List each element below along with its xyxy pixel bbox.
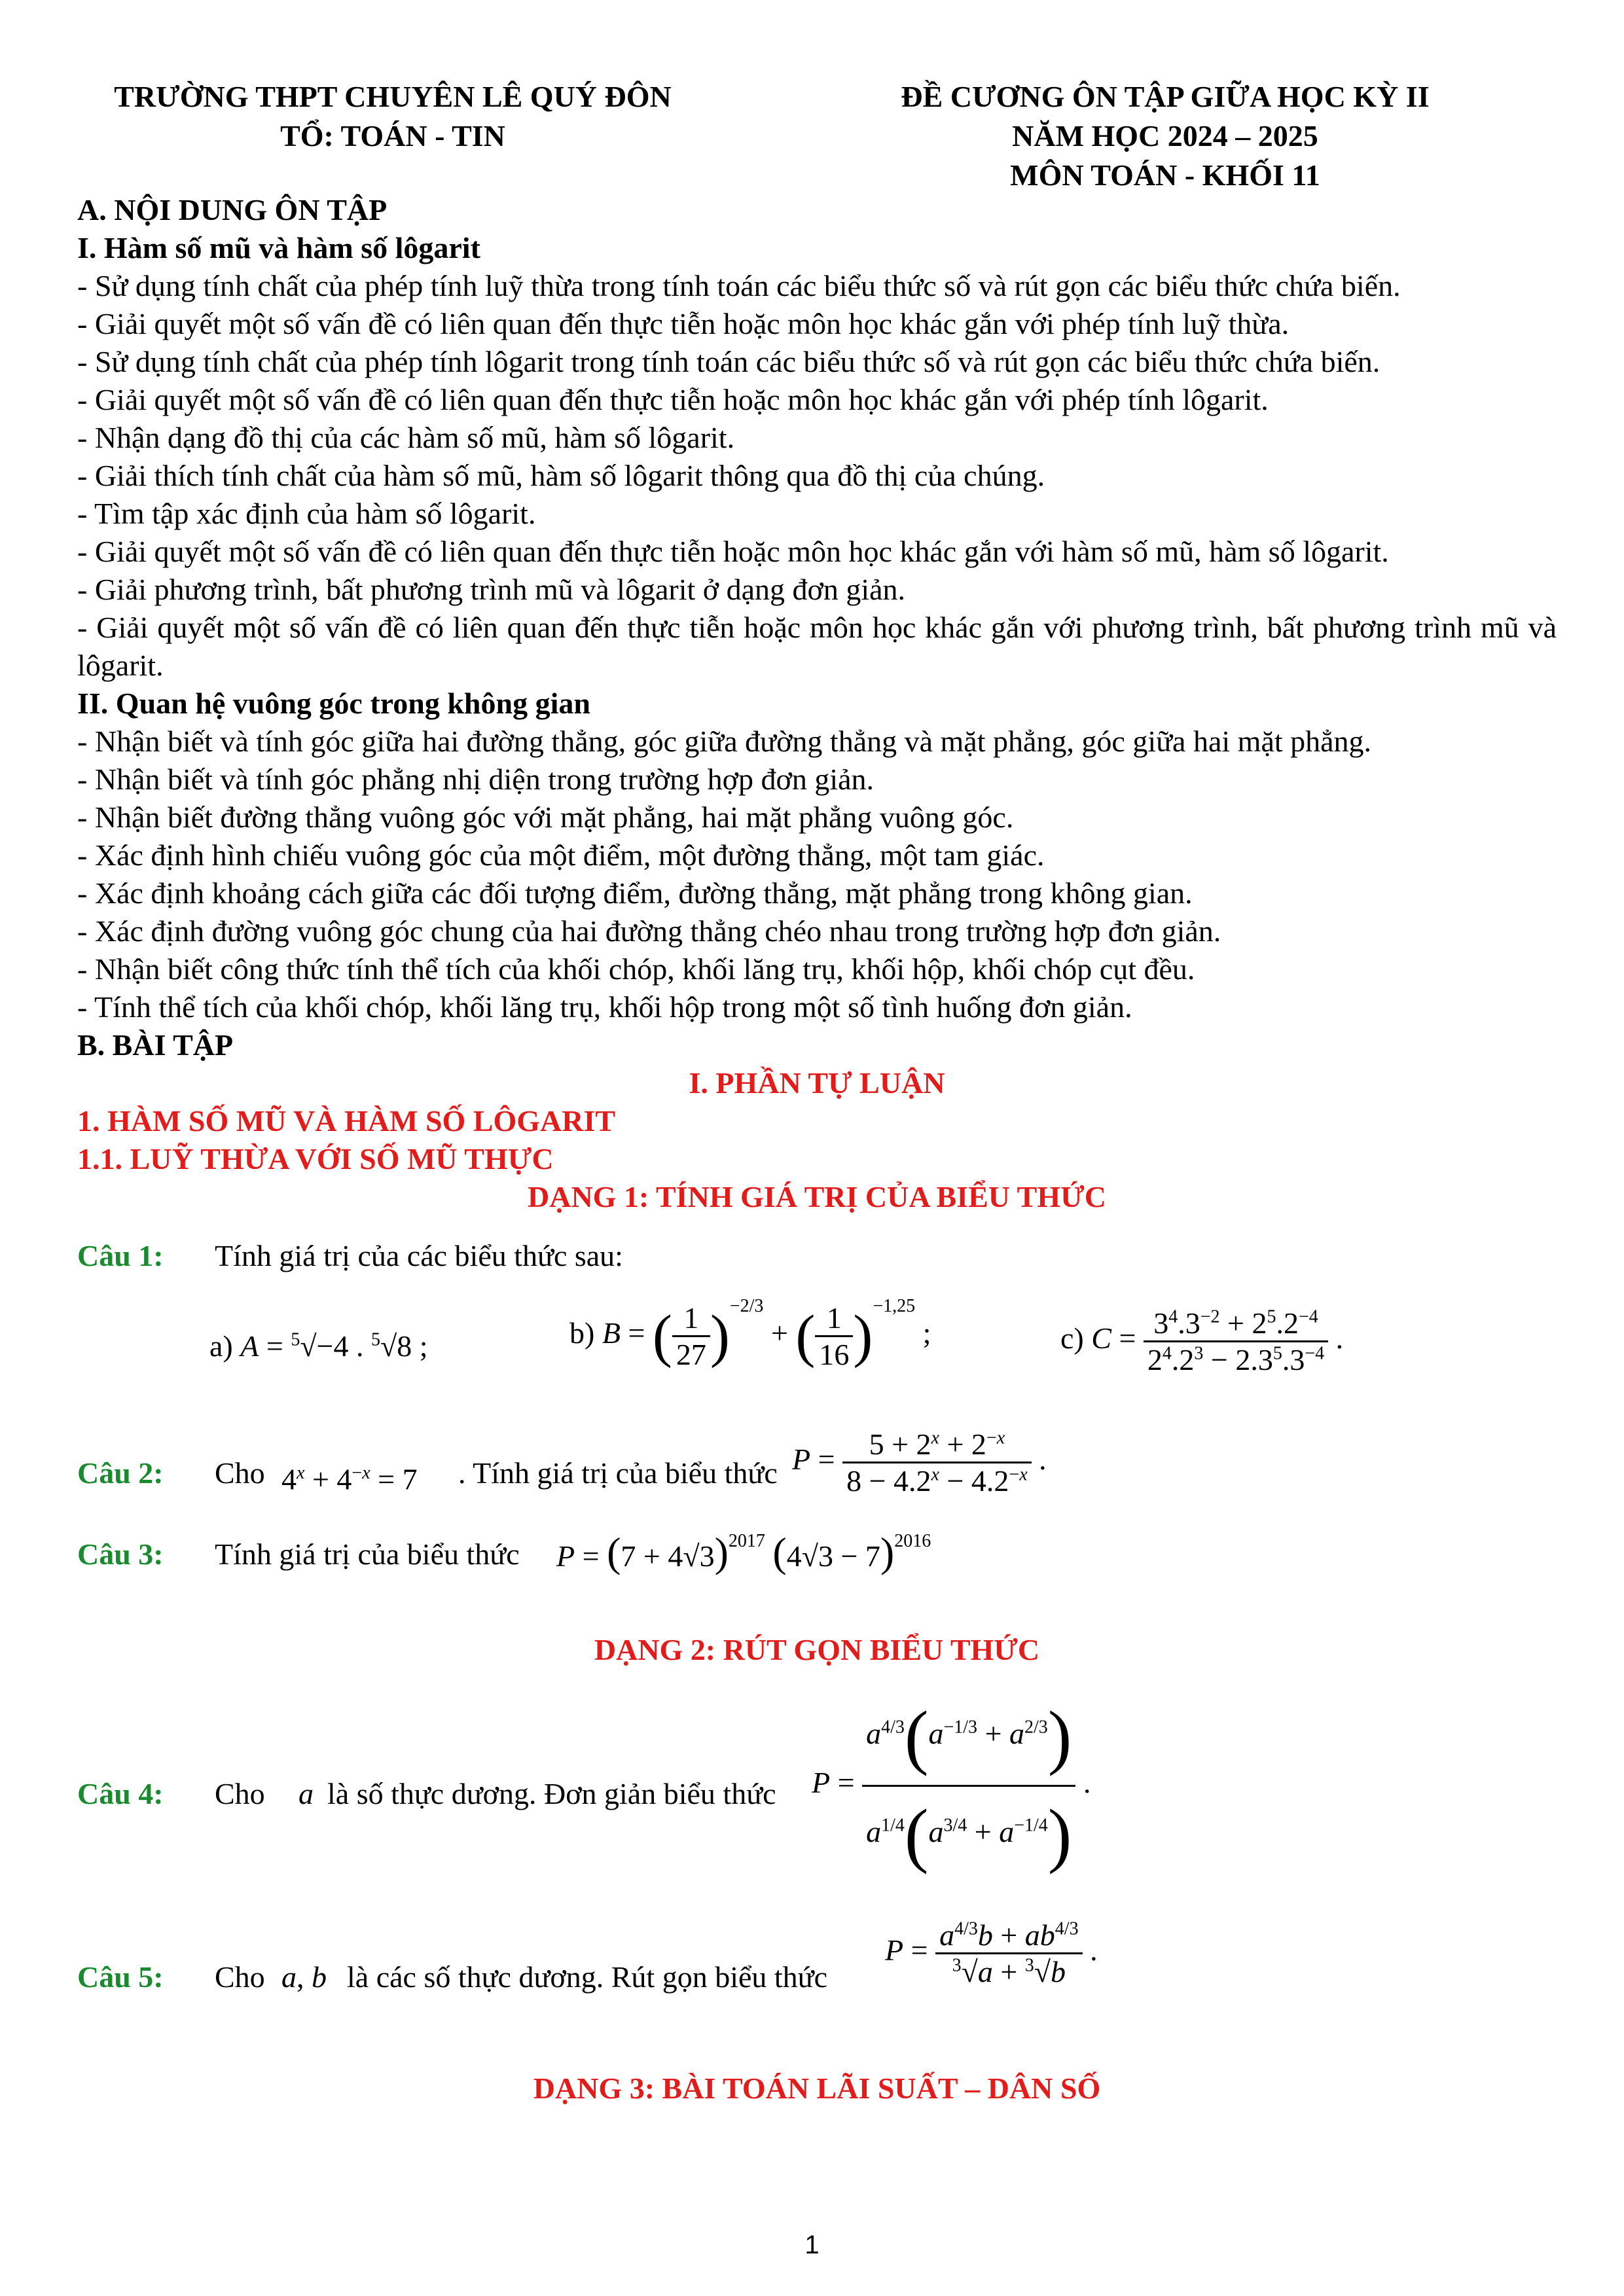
list-item: - Giải quyết một số vấn đề có liên quan đến thực tiễn hoặc môn học khác gắn với phép tính luỹ thừa. — [77, 307, 1290, 340]
expr-2-given: $4^x + 4^{-x} = 7$ — [281, 1462, 418, 1496]
dang-3-heading: DẠNG 3: BÀI TOÁN LÃI SUẤT – DÂN SỐ — [533, 2072, 1101, 2105]
question-5-pre: Cho — [215, 1960, 265, 1994]
list-item: - Giải quyết một số vấn đề có liên quan đến thực tiễn hoặc môn học khác gắn với phép tính lôgarit. — [77, 383, 1269, 416]
question-2-mid: . Tính giá trị của biểu thức — [458, 1456, 778, 1490]
header-left — [39, 77, 746, 156]
question-1-label: Câu 1: — [77, 1239, 164, 1272]
dang-1-heading: DẠNG 1: TÍNH GIÁ TRỊ CỦA BIỂU THỨC — [528, 1180, 1106, 1213]
section-1-title: I. Hàm số mũ và hàm số lôgarit — [77, 231, 480, 264]
heading-1: 1. HÀM SỐ MŨ VÀ HÀM SỐ LÔGARIT — [77, 1104, 616, 1138]
part-b-title: B. BÀI TẬP — [77, 1028, 234, 1062]
list-item: - Nhận dạng đồ thị của các hàm số mũ, hàm số lôgarit. — [77, 421, 735, 454]
list-item: - Xác định khoảng cách giữa các đối tượng điểm, đường thẳng, mặt phẳng trong không gian. — [77, 876, 1193, 910]
question-5-mid: là các số thực dương. Rút gọn biểu thức — [347, 1960, 828, 1994]
question-5-label: Câu 5: — [77, 1960, 164, 1994]
list-item: - Sử dụng tính chất của phép tính lôgarit trong tính toán các biểu thức số và rút gọn các biểu thức chứa biến. — [77, 345, 1380, 378]
question-2-pre: Cho — [215, 1456, 265, 1490]
list-item: - Giải phương trình, bất phương trình mũ và lôgarit ở dạng đơn giản. — [77, 573, 906, 606]
section-2-title: II. Quan hệ vuông góc trong không gian — [77, 687, 590, 720]
question-4-mid: là số thực dương. Đơn giản biểu thức — [327, 1777, 776, 1810]
heading-1-1: 1.1. LUỸ THỪA VỚI SỐ MŨ THỰC — [77, 1142, 554, 1175]
part-a-title: A. NỘI DUNG ÔN TẬP — [77, 193, 388, 226]
list-item: - Tìm tập xác định của hàm số lôgarit. — [77, 497, 536, 530]
department: TỔ: TOÁN - TIN — [280, 119, 505, 152]
question-4-pre: Cho — [215, 1777, 265, 1810]
vars-a-b: a, b — [281, 1960, 327, 1994]
section-2-list — [77, 723, 1557, 1026]
list-item: - Nhận biết và tính góc phẳng nhị diện trong trường hợp đơn giản. — [77, 762, 875, 796]
question-4-label: Câu 4: — [77, 1777, 164, 1810]
expr-2: P = $\frac{5 + 2^x + 2^{-x}}{8 - 4.2^x - 4.2^{-x}}$ . — [792, 1427, 1047, 1498]
list-item: - Giải thích tính chất của hàm số mũ, hàm số lôgarit thông qua đồ thị của chúng. — [77, 459, 1045, 492]
list-item: - Nhận biết công thức tính thể tích của khối chóp, khối lăng trụ, khối hộp, khối chóp cụt đều. — [77, 952, 1195, 986]
header-right — [799, 77, 1532, 195]
expr-1a: a) A = $^5$√−4 . $^5$√8 ; — [209, 1329, 428, 1363]
subject: MÔN TOÁN - KHỐI 11 — [1010, 158, 1320, 192]
dang-2-heading: DẠNG 2: RÚT GỌN BIỂU THỨC — [594, 1633, 1040, 1666]
list-item: - Sử dụng tính chất của phép tính luỹ thừa trong tính toán các biểu thức số và rút gọn các biểu thức chứa biến. — [77, 269, 1401, 302]
var-a: a — [298, 1777, 314, 1810]
doc-title: ĐỀ CƯƠNG ÔN TẬP GIỮA HỌC KỲ II — [901, 80, 1430, 113]
expr-5: P = $\frac{a^{4/3}b + ab^{4/3}}{^3√a + ^3√b}$ . — [885, 1918, 1098, 1988]
expr-4: P = $\frac{a^{4/3}(a^{-1/3} + a^{2/3})}{a^{1/4}(a^{3/4} + a^{-1/4})}$ . — [812, 1696, 1091, 1874]
list-item: - Giải quyết một số vấn đề có liên quan đến thực tiễn hoặc môn học khác gắn với phương trình, bất phương trình mũ và lôgarit. — [77, 611, 1557, 682]
page-number: 1 — [804, 2231, 820, 2259]
list-item: - Nhận biết và tính góc giữa hai đường thẳng, góc giữa đường thẳng và mặt phẳng, góc giữa hai mặt phẳng. — [77, 725, 1372, 758]
school-name: TRƯỜNG THPT CHUYÊN LÊ QUÝ ĐÔN — [114, 80, 672, 113]
section-1-list — [77, 267, 1557, 685]
list-item: - Xác định đường vuông góc chung của hai đường thẳng chéo nhau trong trường hợp đơn giản. — [77, 914, 1221, 948]
expr-1b: b) B = ( $\frac{1}{27}$ )$^{-2/3}$ + ( $\frac{1}{16}$ )$^{-1,25}$ ; — [569, 1296, 931, 1371]
question-2-label: Câu 2: — [77, 1456, 164, 1490]
part-1-heading: I. PHẦN TỰ LUẬN — [689, 1066, 945, 1100]
question-3-label: Câu 3: — [77, 1537, 164, 1571]
question-1-text: Tính giá trị của các biểu thức sau: — [215, 1239, 623, 1272]
expr-3: $P = (7 + 4√3)^{2017}$ $(4√3 - 7)^{2016}$ — [556, 1529, 931, 1575]
list-item: - Giải quyết một số vấn đề có liên quan đến thực tiễn hoặc môn học khác gắn với hàm số mũ, hàm số lôgarit. — [77, 535, 1389, 568]
question-3-text: Tính giá trị của biểu thức — [215, 1537, 520, 1571]
expr-1c: c) C = $\frac{3^4.3^{-2} + 2^5.2^{-4}}{2^4.2^3 - 2.3^5.3^{-4}}$ . — [1060, 1306, 1344, 1376]
list-item: - Nhận biết đường thẳng vuông góc với mặt phẳng, hai mặt phẳng vuông góc. — [77, 800, 1014, 834]
list-item: - Tính thể tích của khối chóp, khối lăng trụ, khối hộp trong một số tình huống đơn giản. — [77, 990, 1132, 1024]
list-item: - Xác định hình chiếu vuông góc của một điểm, một đường thẳng, một tam giác. — [77, 838, 1045, 872]
school-year: NĂM HỌC 2024 – 2025 — [1012, 119, 1318, 152]
